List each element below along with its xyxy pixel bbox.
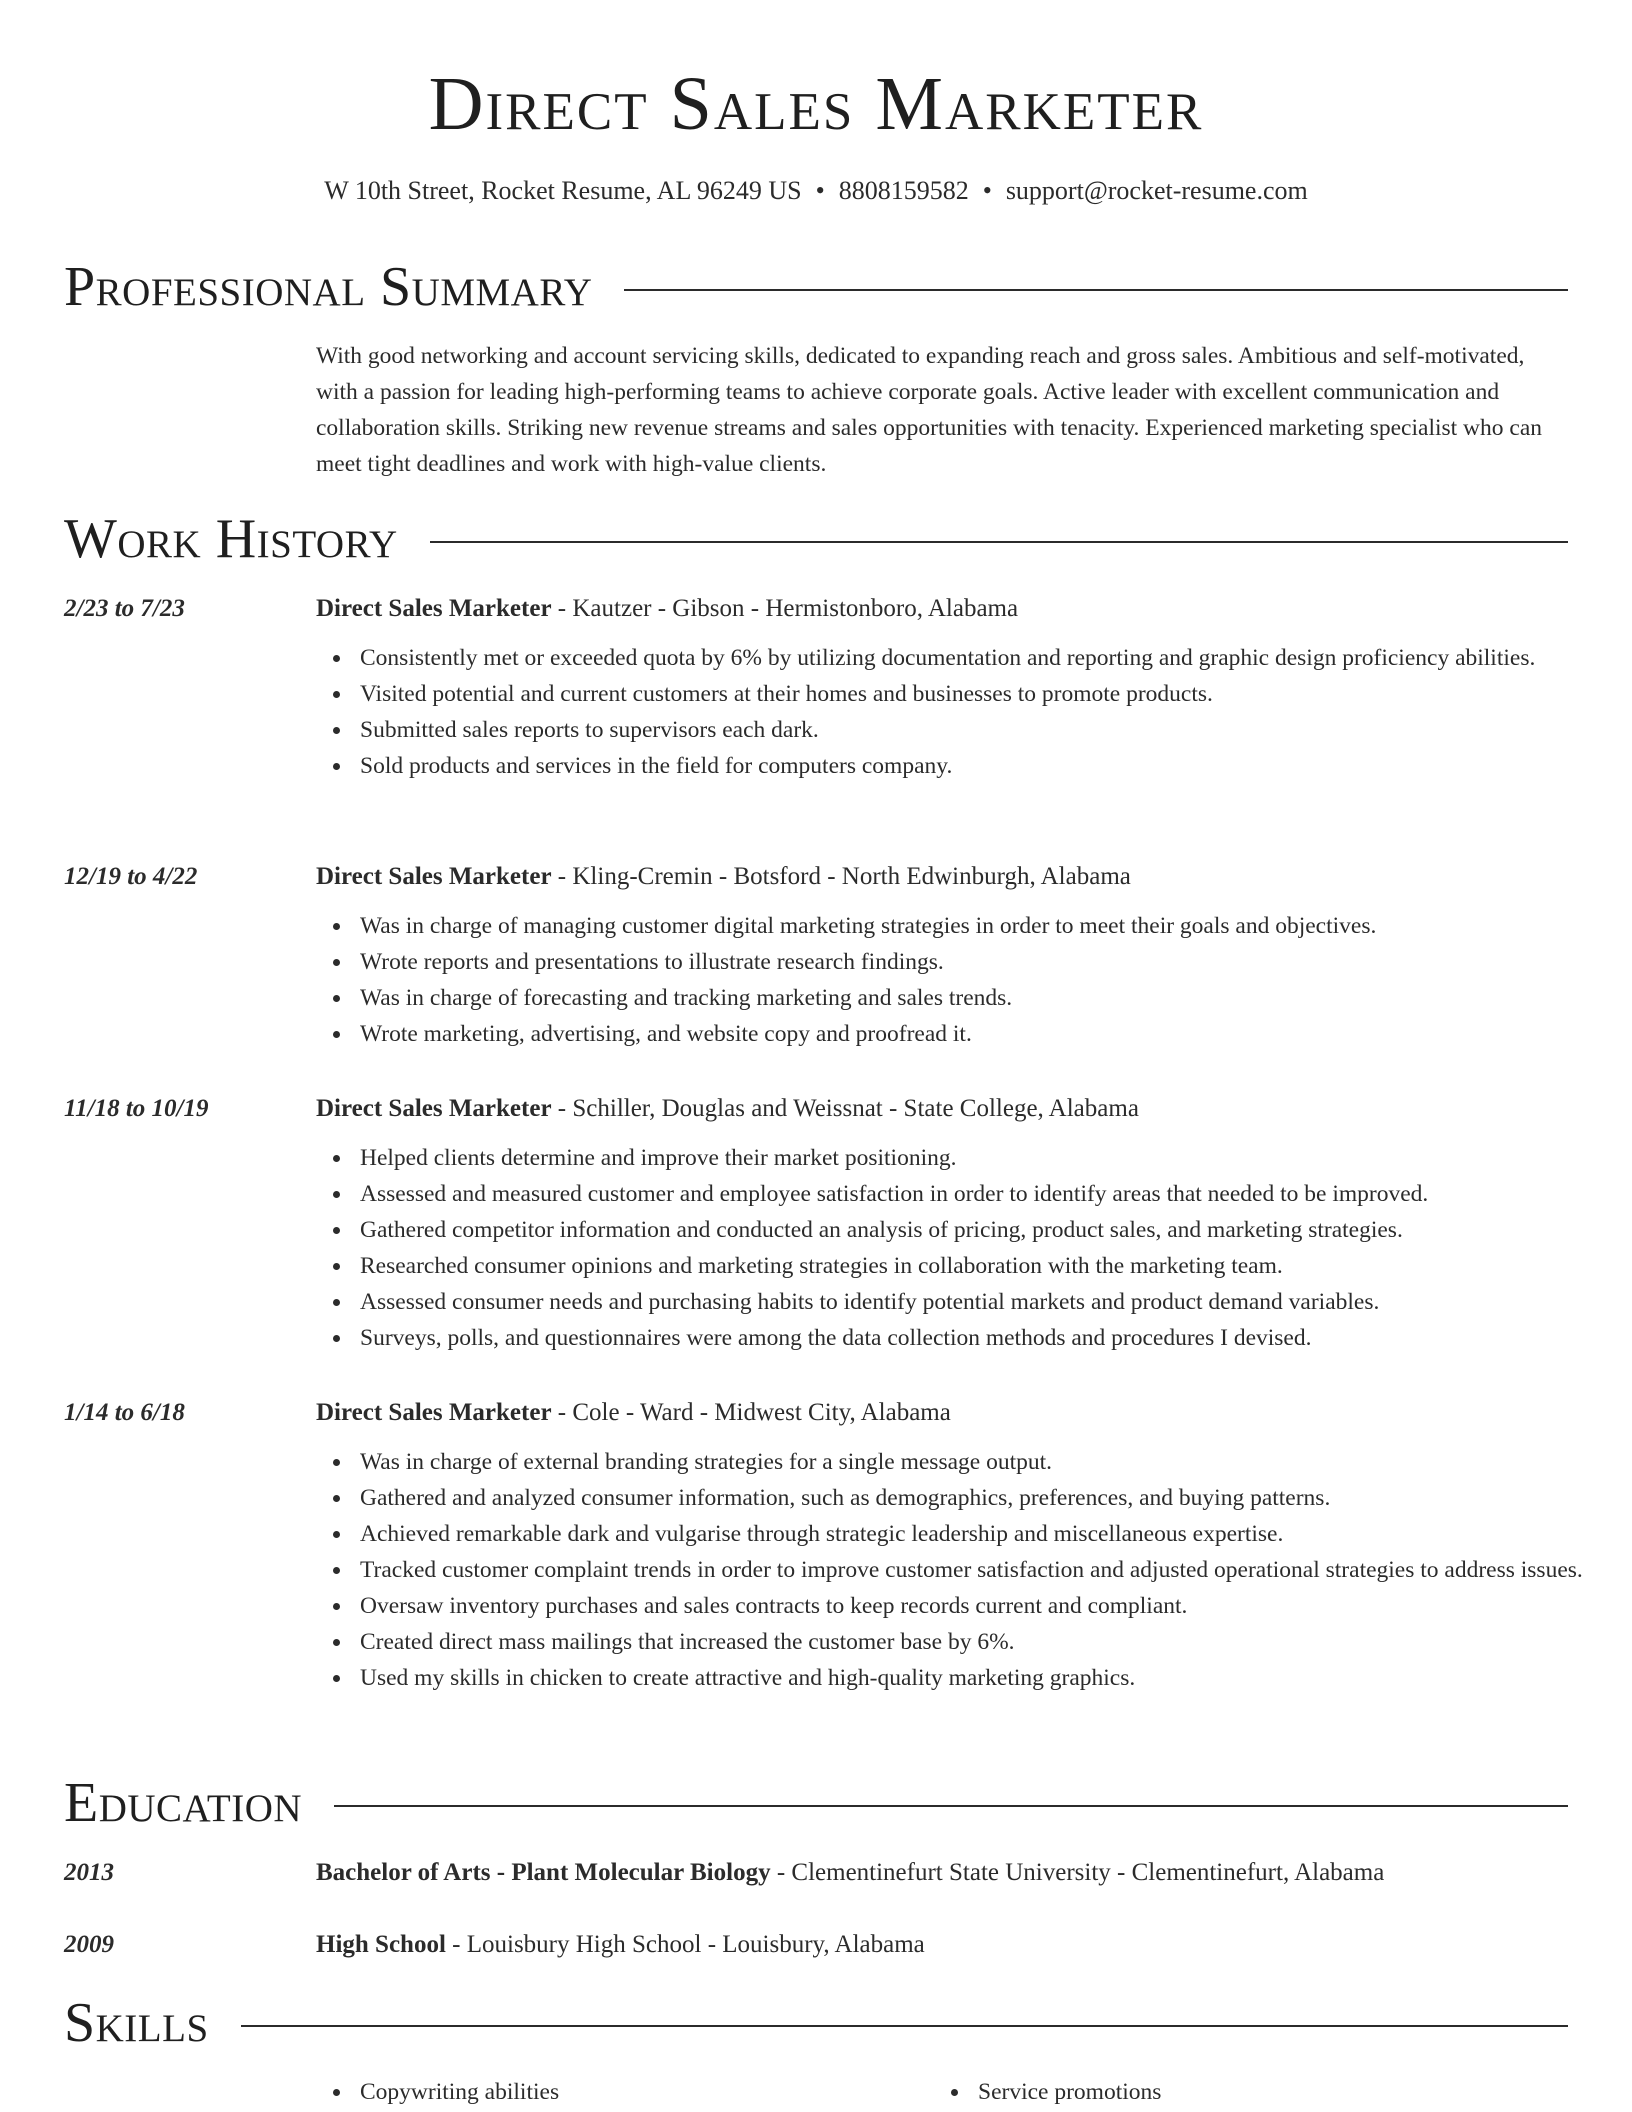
entry-title bbox=[316, 1092, 1139, 1126]
section-title: Professional Summary bbox=[64, 256, 593, 318]
entry-details: - Kautzer - Gibson - Hermistonboro, Alabama bbox=[551, 595, 1019, 622]
entry-role: Direct Sales Marketer bbox=[316, 1095, 552, 1122]
entry-details: - Clementinefurt State University - Clementinefurt, Alabama bbox=[770, 1859, 1385, 1886]
entry-date: 1/14 to 6/18 bbox=[64, 1399, 185, 1426]
entry-details: - Louisbury High School - Louisbury, Alabama bbox=[445, 1931, 925, 1958]
entry-date: 2/23 to 7/23 bbox=[64, 595, 185, 622]
entry-bullets bbox=[360, 640, 1610, 784]
entry-title bbox=[316, 1928, 925, 1962]
entry-details: - Schiller, Douglas and Weissnat - State College, Alabama bbox=[551, 1095, 1139, 1122]
section-title: Skills bbox=[64, 1992, 209, 2054]
list-item: Was in charge of forecasting and tracking marketing and sales trends. bbox=[360, 980, 1610, 1016]
entry-role: Direct Sales Marketer bbox=[316, 595, 552, 622]
list-item: Sold products and services in the field for computers company. bbox=[360, 748, 1610, 784]
list-item: Oversaw inventory purchases and sales contracts to keep records current and compliant. bbox=[360, 1588, 1610, 1624]
candidate-name: Direct Sales Marketer bbox=[428, 62, 1204, 146]
entry-bullets bbox=[360, 1444, 1610, 1696]
list-item: Researched consumer opinions and marketing strategies in collaboration with the marketing team. bbox=[360, 1248, 1610, 1284]
section-divider bbox=[334, 1805, 1568, 1807]
entry-details: - Kling-Cremin - Botsford - North Edwinburgh, Alabama bbox=[551, 863, 1131, 890]
entry-date: 2013 bbox=[64, 1859, 114, 1886]
entry-bullets bbox=[360, 908, 1610, 1052]
list-item: Visited potential and current customers at their homes and businesses to promote products. bbox=[360, 676, 1610, 712]
section-divider bbox=[430, 541, 1568, 543]
list-item: Was in charge of external branding strategies for a single message output. bbox=[360, 1444, 1610, 1480]
entry-date: 11/18 to 10/19 bbox=[64, 1095, 209, 1122]
list-item: Gathered and analyzed consumer information, such as demographics, preferences, and buying patterns. bbox=[360, 1480, 1610, 1516]
entry-date: 2009 bbox=[64, 1931, 114, 1958]
list-item: Gathered competitor information and conducted an analysis of pricing, product sales, and marketing strategies. bbox=[360, 1212, 1610, 1248]
entry-details: - Cole - Ward - Midwest City, Alabama bbox=[551, 1399, 951, 1426]
list-item: Service promotions bbox=[978, 2074, 1558, 2110]
separator: • bbox=[815, 176, 825, 205]
section-divider bbox=[624, 289, 1568, 291]
entry-title bbox=[316, 592, 1018, 626]
entry-title bbox=[316, 860, 1131, 894]
list-item: Created direct mass mailings that increased the customer base by 6%. bbox=[360, 1624, 1610, 1660]
skills-list bbox=[360, 2074, 1560, 2110]
separator: • bbox=[982, 176, 992, 205]
section-title: Work History bbox=[64, 508, 398, 570]
list-item: Wrote reports and presentations to illustrate research findings. bbox=[360, 944, 1610, 980]
section-title: Education bbox=[64, 1772, 303, 1834]
list-item: Surveys, polls, and questionnaires were among the data collection methods and procedures I devised. bbox=[360, 1320, 1610, 1356]
entry-role: Direct Sales Marketer bbox=[316, 863, 552, 890]
phone: 8808159582 bbox=[838, 176, 969, 205]
entry-degree: Bachelor of Arts - Plant Molecular Biology bbox=[316, 1859, 771, 1886]
section-header-summary bbox=[64, 256, 1568, 318]
entry-degree: High School bbox=[316, 1931, 446, 1958]
list-item: Used my skills in chicken to create attractive and high-quality marketing graphics. bbox=[360, 1660, 1610, 1696]
list-item: Helped clients determine and improve their market positioning. bbox=[360, 1140, 1610, 1176]
section-header-skills bbox=[64, 1992, 1568, 2054]
list-item: Assessed consumer needs and purchasing habits to identify potential markets and product demand variables. bbox=[360, 1284, 1610, 1320]
section-header-education bbox=[64, 1772, 1568, 1834]
contact-line bbox=[0, 174, 1632, 208]
entry-date: 12/19 to 4/22 bbox=[64, 863, 198, 890]
list-item: Submitted sales reports to supervisors each dark. bbox=[360, 712, 1610, 748]
email: support@rocket-resume.com bbox=[1005, 176, 1308, 205]
list-item: Achieved remarkable dark and vulgarise through strategic leadership and miscellaneous expertise. bbox=[360, 1516, 1610, 1552]
entry-title bbox=[316, 1396, 951, 1430]
list-item: Copywriting abilities bbox=[360, 2074, 978, 2110]
list-item: Consistently met or exceeded quota by 6% by utilizing documentation and reporting and graphic design proficiency abilities. bbox=[360, 640, 1610, 676]
list-item: Assessed and measured customer and employee satisfaction in order to identify areas that needed to be improved. bbox=[360, 1176, 1610, 1212]
entry-role: Direct Sales Marketer bbox=[316, 1399, 552, 1426]
list-item: Wrote marketing, advertising, and website copy and proofread it. bbox=[360, 1016, 1610, 1052]
address: W 10th Street, Rocket Resume, AL 96249 US bbox=[324, 176, 802, 205]
list-item: Tracked customer complaint trends in order to improve customer satisfaction and adjusted operational strategies to address issues. bbox=[360, 1552, 1610, 1588]
section-divider bbox=[241, 2025, 1568, 2027]
section-header-work bbox=[64, 508, 1568, 570]
entry-bullets bbox=[360, 1140, 1610, 1356]
list-item: Was in charge of managing customer digital marketing strategies in order to meet their goals and objectives. bbox=[360, 908, 1610, 944]
summary-text: With good networking and account servicing skills, dedicated to expanding reach and gross sales. Ambitious and self-motivated, with a passion for leading high-performing teams to achieve corporate goals. Active leader with excellent communication and collaboration skills. Striking new revenue streams and sales opportunities with tenacity. Experienced marketing specialist who can meet tight deadlines and work with high-value clients. bbox=[316, 343, 1543, 477]
entry-title bbox=[316, 1856, 1384, 1890]
